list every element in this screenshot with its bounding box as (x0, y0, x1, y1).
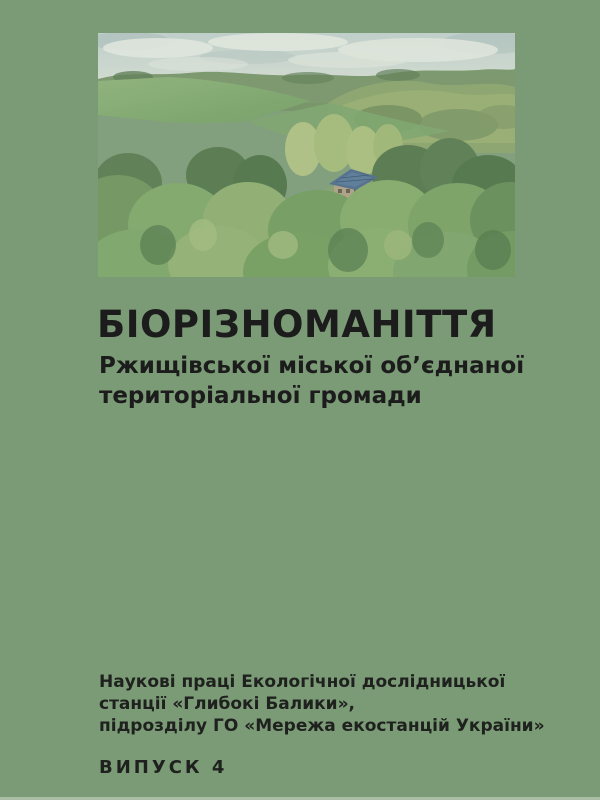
publisher-line: Наукові праці Екологічної дослідницької (99, 672, 506, 692)
publisher-line: підрозділу ГО «Мережа екостанцій України» (99, 716, 545, 736)
book-subtitle (99, 351, 524, 411)
cover-photo (98, 33, 515, 277)
publisher-line: станції «Глибокі Балики», (99, 694, 356, 714)
subtitle-line: територіальної громади (99, 383, 422, 409)
issue-label: ВИПУСК 4 (99, 757, 228, 778)
book-title: БІОРІЗНОМАНІТТЯ (97, 303, 497, 346)
publisher-block (99, 671, 545, 737)
subtitle-line: Ржищівської міської об’єднаної (99, 353, 525, 379)
